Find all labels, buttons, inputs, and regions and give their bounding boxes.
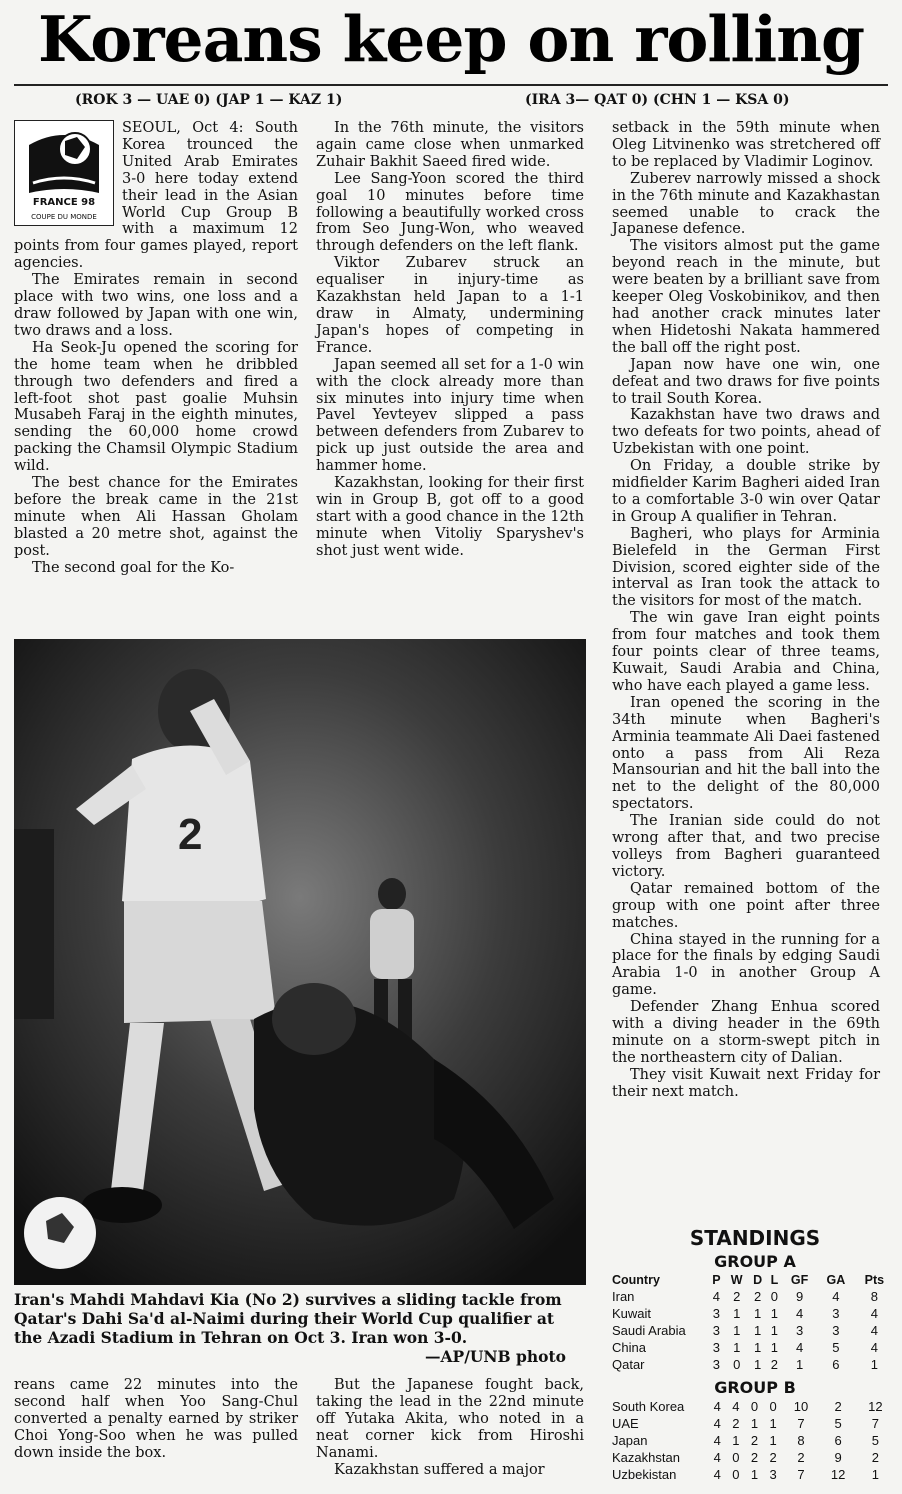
stat-cell: 4	[795, 1340, 804, 1355]
group-a-table	[612, 1271, 894, 1373]
paragraph: Defender Zhang Enhua scored with a diving header in the 69th minute on a storm-swept pitch in the northeastern city of Dalian.	[612, 999, 880, 1066]
stat-cell: 1	[770, 1306, 779, 1321]
paragraph: setback in the 59th minute when Oleg Litvinenko was stretchered off to be replaced by Vladimir Loginov.	[612, 120, 880, 170]
table-row	[612, 1432, 894, 1449]
stat-cell: 1	[754, 1357, 762, 1372]
stat-cell: 3	[832, 1306, 840, 1321]
stat-cell: 1	[750, 1416, 759, 1431]
article-column-1-continued	[14, 1377, 298, 1482]
paragraph: Qatar remained bottom of the group with one point after three matches.	[612, 880, 880, 931]
stat-cell: 2	[797, 1450, 805, 1465]
stat-cell: 3	[712, 1323, 721, 1338]
table-header-row	[612, 1271, 894, 1288]
paragraph: Lee Sang-Yoon scored the third goal 10 minutes before time following a beautifully worked cross from Seo Jung-Won, who weaved through defenders on the left flank.	[316, 170, 584, 255]
stat-cell: 1	[871, 1467, 879, 1482]
paragraph: China stayed in the running for a place for the finals by edging Saudi Arabia 1-0 in another Group A game.	[612, 931, 880, 999]
group-a-title: GROUP A	[714, 1252, 796, 1271]
stat-cell: 4	[795, 1306, 804, 1321]
paragraph: In the 76th minute, the visitors again came close when unmarked Zuhair Bakhit Saeed fired wide.	[316, 120, 584, 170]
table-row	[612, 1288, 894, 1305]
stat-cell: 1	[754, 1306, 762, 1321]
stat-cell: 2	[733, 1289, 741, 1304]
stat-cell: 3	[795, 1323, 804, 1338]
table-row	[612, 1398, 894, 1415]
football-players-image	[14, 639, 586, 1285]
team-name-cell: Saudi Arabia	[612, 1323, 686, 1338]
stat-cell: 1	[795, 1357, 804, 1372]
stat-cell: 2	[754, 1289, 762, 1304]
group-b-title: GROUP B	[714, 1378, 796, 1397]
stat-cell: 1	[733, 1323, 741, 1338]
stat-cell: 2	[750, 1450, 759, 1465]
stat-cell: 3	[712, 1357, 721, 1372]
column-header: Country	[612, 1272, 660, 1287]
stat-cell: 7	[797, 1467, 805, 1482]
paragraph: Bagheri, who plays for Arminia Bielefeld in the German First Division, scored eighter side of the interval as Iran took the attack to the visitors for most of the match.	[612, 525, 880, 610]
column-header: GF	[790, 1272, 809, 1287]
stat-cell: 10	[793, 1399, 809, 1414]
stat-cell: 12	[830, 1467, 846, 1482]
team-name-cell: Japan	[612, 1433, 648, 1448]
scores-group-a: (IRA 3— QAT 0) (CHN 1 — KSA 0)	[525, 92, 790, 108]
paragraph: But the Japanese fought back, taking the lead in the 22nd minute off Yutaka Akita, who noted in a neat corner kick from Hiroshi Nanami.	[316, 1377, 584, 1461]
paragraph: The win gave Iran eight points from four matches and took them four points clear of three teams, Kuwait, Saudi Arabia and China, who have each played a game less.	[612, 610, 880, 694]
article-column-2-continued	[316, 1377, 584, 1482]
team-name-cell: Kazakhstan	[612, 1450, 680, 1465]
stat-cell: 0	[769, 1399, 777, 1414]
paragraph: reans came 22 minutes into the second half when Yoo Sang-Chul converted a penalty earned by striker Choi Yong-Soo when he was pulled down inside the box.	[14, 1377, 298, 1461]
column-header: P	[712, 1272, 721, 1287]
stat-cell: 4	[870, 1306, 878, 1321]
stat-cell: 1	[754, 1340, 762, 1355]
table-row	[612, 1339, 894, 1356]
stat-cell: 9	[795, 1289, 804, 1304]
stat-cell: 3	[712, 1340, 721, 1355]
stat-cell: 0	[732, 1467, 740, 1482]
column-header: GA	[826, 1272, 846, 1287]
paragraph: The Emirates remain in second place with two wins, one loss and a draw followed by Japan with one win, two draws and a loss.	[14, 272, 298, 339]
table-row	[612, 1415, 894, 1432]
stat-cell: 4	[713, 1416, 721, 1431]
table-row	[612, 1449, 894, 1466]
table-row	[612, 1356, 894, 1373]
team-name-cell: Uzbekistan	[612, 1467, 677, 1482]
paragraph: Ha Seok-Ju opened the scoring for the home team when he dribbled through two defenders and fired a left-foot shot past goalie Muhsin Musabeh Faraj in the eighth minutes, sending the 60,000 home crowd packing the Chamsil Olympic Stadium wild.	[14, 339, 298, 475]
paragraph: The best chance for the Emirates before the break came in the 21st minute when Ali Hassan Gholam blasted a 20 metre shot, against the post.	[14, 475, 298, 559]
paragraph: Zuberev narrowly missed a shock in the 76th minute and Kazakhastan seemed unable to crack the Japanese defence.	[612, 170, 880, 238]
paragraph: The visitors almost put the game beyond reach in the minute, but were beaten by a brilliant save from keeper Oleg Voskobinikov, and then had another crack minutes later when Hidetoshi Nakata hammered the ball off the right post.	[612, 238, 880, 356]
article-column-3	[612, 120, 880, 1230]
column-header: Pts	[864, 1272, 885, 1287]
photo-credit: —AP/UNB photo	[425, 1347, 566, 1366]
stat-cell: 1	[733, 1306, 741, 1321]
paragraph: The Iranian side could do not wrong after that, and two precise volleys from Bagheri guaranteed victory.	[612, 813, 880, 880]
stat-cell: 2	[770, 1357, 779, 1372]
stat-cell: 5	[834, 1416, 842, 1431]
headline-rule	[14, 84, 888, 86]
paragraph: Kazakhstan have two draws and two defeats for two points, ahead of Uzbekistan with one point.	[612, 407, 880, 458]
column-header: L	[770, 1272, 779, 1287]
scores-group-b: (ROK 3 — UAE 0) (JAP 1 — KAZ 1)	[75, 92, 343, 108]
stat-cell: 2	[871, 1450, 879, 1465]
stat-cell: 0	[732, 1450, 740, 1465]
group-b-rows	[612, 1398, 894, 1483]
stat-cell: 1	[769, 1416, 777, 1431]
stat-cell: 7	[797, 1416, 805, 1431]
paragraph: Iran opened the scoring in the 34th minute when Bagheri's Arminia teammate Ali Daei fastened onto a pass from Ali Reza Mansourian and hit the ball into the net to the delight of the 80,000 spectators.	[612, 694, 880, 813]
paragraph: On Friday, a double strike by midfielder Karim Bagheri aided Iran to a comfortable 3-0 win over Qatar in Group A qualifier in Tehran.	[612, 458, 880, 525]
team-name-cell: Qatar	[612, 1357, 645, 1372]
stat-cell: 1	[769, 1433, 777, 1448]
stat-cell: 6	[832, 1357, 840, 1372]
stat-cell: 12	[868, 1399, 883, 1414]
logo-subtext: COUPE DU MONDE	[31, 213, 97, 221]
stat-cell: 8	[870, 1289, 878, 1304]
stat-cell: 4	[713, 1467, 721, 1482]
stat-cell: 3	[712, 1306, 721, 1321]
stat-cell: 1	[750, 1467, 759, 1482]
stat-cell: 6	[834, 1433, 842, 1448]
table-row	[612, 1466, 894, 1483]
stat-cell: 1	[870, 1357, 878, 1372]
jersey-number: 2	[178, 810, 203, 859]
stat-cell: 1	[733, 1340, 741, 1355]
stat-cell: 3	[769, 1467, 777, 1482]
stat-cell: 0	[750, 1399, 759, 1414]
team-name-cell: Iran	[612, 1289, 635, 1304]
paragraph: Japan now have one win, one defeat and two draws for five points to trail South Korea.	[612, 356, 880, 407]
team-name-cell: Kuwait	[612, 1306, 652, 1321]
stat-cell: 4	[732, 1399, 740, 1414]
stat-cell: 1	[770, 1323, 779, 1338]
stat-cell: 2	[732, 1416, 740, 1431]
team-name-cell: UAE	[612, 1416, 639, 1431]
stat-cell: 4	[713, 1399, 721, 1414]
stat-cell: 0	[733, 1357, 741, 1372]
stat-cell: 2	[769, 1450, 777, 1465]
stat-cell: 4	[870, 1340, 878, 1355]
stat-cell: 2	[750, 1433, 759, 1448]
caption-text: Iran's Mahdi Mahdavi Kia (No 2) survives a sliding tackle from Qatar's Dahi Sa'd al-Naimi during their World Cup qualifier at the Azadi Stadium in Tehran on Oct 3. Iran won 3-0.	[14, 1290, 562, 1347]
paragraph: The second goal for the Ko-	[32, 559, 235, 576]
team-name-cell: South Korea	[612, 1399, 685, 1414]
photo-caption	[14, 1290, 586, 1366]
stat-cell: 4	[713, 1433, 721, 1448]
stat-cell: 4	[870, 1323, 878, 1338]
stat-cell: 8	[797, 1433, 805, 1448]
standings-title: STANDINGS	[689, 1226, 821, 1250]
stat-cell: 5	[871, 1433, 879, 1448]
column-header: W	[730, 1272, 743, 1287]
paragraph: They visit Kuwait next Friday for their next match.	[612, 1066, 880, 1100]
paragraph: Japan seemed all set for a 1-0 win with the clock already more than six minutes into injury time when Pavel Yevteyev slipped a pass between defenders from Zubarev to pick up just outside the area and hammer home.	[316, 356, 584, 475]
france98-logo	[14, 120, 114, 226]
stat-cell: 0	[770, 1289, 779, 1304]
paragraph: Kazakhstan, looking for their first win in Group B, got off to a good start with a good chance in the 12th minute when Vitoliy Sparyshev's shot just went wide.	[316, 475, 584, 559]
article-column-2	[316, 120, 584, 630]
stat-cell: 4	[712, 1289, 721, 1304]
column-header: D	[753, 1272, 763, 1287]
paragraph: Viktor Zubarev struck an equaliser in injury-time as Kazakhstan held Japan to a 1-1 draw in Almaty, undermining Japan's hopes of competing in France.	[316, 255, 584, 356]
logo-text: FRANCE 98	[32, 197, 96, 208]
table-row	[612, 1322, 894, 1339]
stat-cell: 9	[834, 1450, 842, 1465]
group-a-rows	[612, 1288, 894, 1373]
stat-cell: 2	[834, 1399, 842, 1414]
group-b-table	[612, 1398, 894, 1483]
table-row	[612, 1305, 894, 1322]
stat-cell: 4	[832, 1289, 840, 1304]
stat-cell: 3	[832, 1323, 840, 1338]
paragraph: SEOUL, Oct 4: South Korea trounced the United Arab Emirates 3-0 here today extend their lead in the Asian World Cup Group B with a maximum 12 points from four games played, report agencies.	[14, 120, 298, 272]
stat-cell: 1	[732, 1433, 740, 1448]
stat-cell: 7	[871, 1416, 879, 1431]
team-name-cell: China	[612, 1340, 646, 1355]
stat-cell: 4	[713, 1450, 721, 1465]
stat-cell: 1	[754, 1323, 762, 1338]
headline: Koreans keep on rolling	[37, 2, 865, 76]
stat-cell: 5	[832, 1340, 840, 1355]
stat-cell: 1	[770, 1340, 779, 1355]
match-photo	[14, 639, 586, 1285]
paragraph: Kazakhstan suffered a major	[334, 1461, 545, 1478]
article-column-1	[14, 120, 298, 630]
